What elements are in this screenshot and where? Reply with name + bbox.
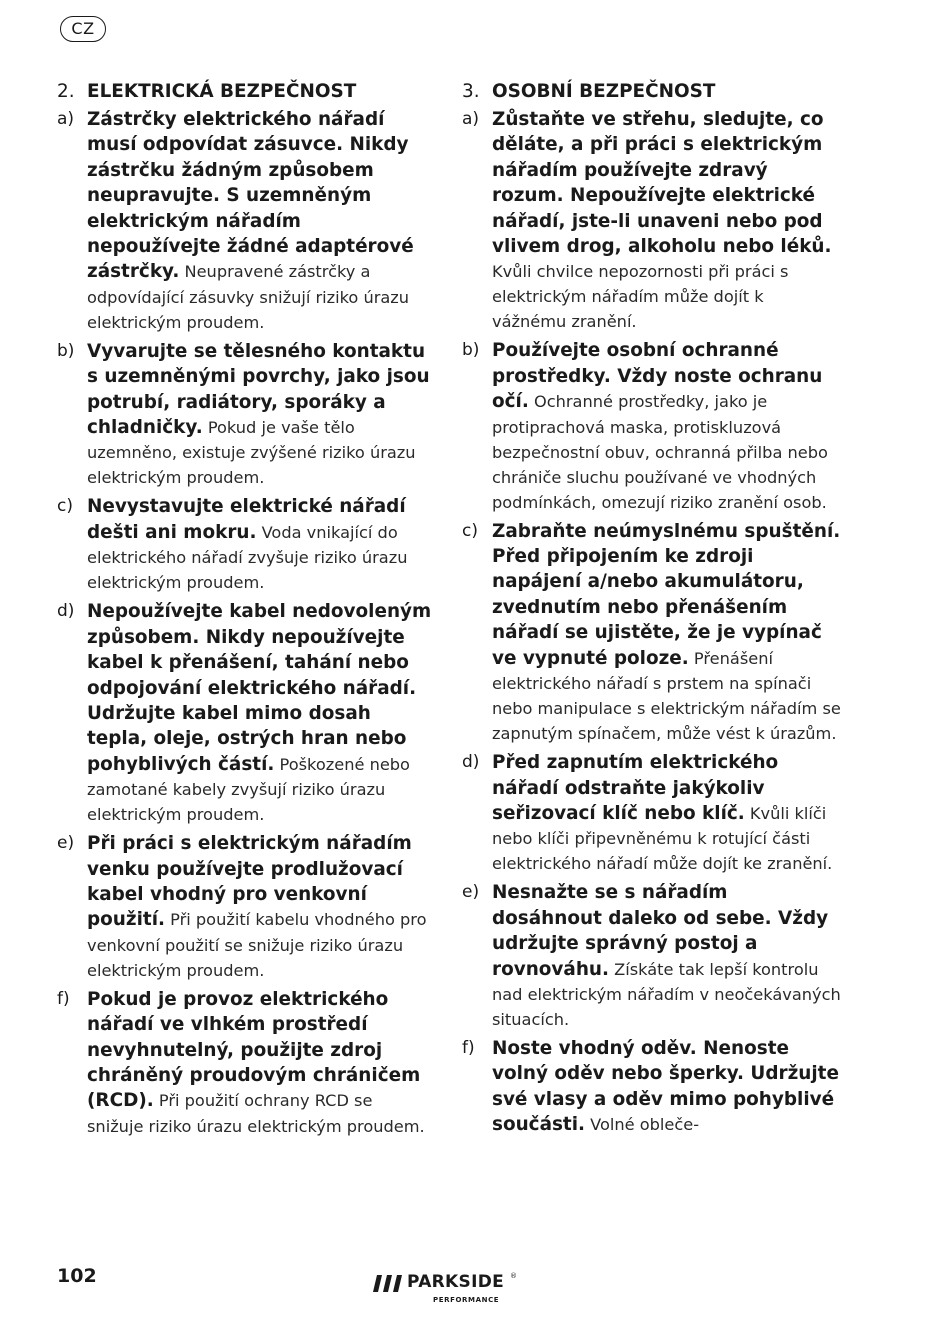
list-item [462, 750, 842, 876]
list-item [462, 107, 842, 334]
item-text: Kvůli chvilce nepozornosti při práci s elektrickým nářadím může dojít k vážnému zranění. [492, 262, 789, 332]
item-text: Přenášení elektrického nářadí s prstem na spínači nebo manipulace s elektrickým nářadím se zapnutým spínačem, může vést k úrazům. [492, 648, 841, 744]
list-item [57, 339, 432, 491]
item-letter: c) [462, 520, 478, 541]
item-letter: a) [462, 109, 480, 129]
section-title: ELEKTRICKÁ BEZPEČNOST [87, 81, 357, 102]
brand-stripes-icon [373, 1275, 403, 1292]
item-letter: f) [57, 988, 70, 1009]
item-letter: a) [57, 109, 75, 129]
item-bold-text: Zástrčky elektrického nářadí musí odpovídat zásuvce. Nikdy zástrčku žádným způsobem neupravujte. S uzemněným elektrickým nářadím nepoužívejte žádné adaptérové zástrčky. [87, 109, 414, 283]
item-bold-text: Při práci s elektrickým nářadím venku používejte prodlužovací kabel vhodný pro venkovní použití. [87, 833, 412, 931]
item-bold-text: Nevystavujte elektrické nářadí dešti ani mokru. [87, 496, 406, 543]
column-electrical-safety [57, 79, 432, 1143]
section-number: 2. [57, 81, 75, 102]
item-text: Neupravené zástrčky a odpovídající zásuvky snižují riziko úrazu elektrickým proudem. [87, 262, 410, 332]
item-text: Kvůli klíči nebo klíči připevněnému k rotující části elektrického nářadí může dojít ke zranění. [492, 803, 833, 874]
item-bold-text: Noste vhodný oděv. Nenoste volný oděv nebo šperky. Udržujte své vlasy a oděv mimo pohyblivé součásti. [492, 1037, 839, 1136]
list-item [57, 107, 432, 335]
item-text: Při použití kabelu vhodného pro venkovní použití se snižuje riziko úrazu elektrickým proudem. [87, 910, 427, 980]
item-text: Pokud je vaše tělo uzemněno, existuje zvýšené riziko úrazu elektrickým proudem. [87, 418, 416, 488]
page-number: 102 [57, 1265, 97, 1287]
item-letter: d) [57, 601, 75, 622]
section-heading [462, 79, 842, 104]
registered-mark: ® [510, 1272, 517, 1280]
list-item [57, 599, 432, 827]
section-number: 3. [462, 81, 480, 102]
list-item [462, 880, 842, 1032]
brand-name: PARKSIDE [407, 1272, 505, 1292]
item-text: Voda vnikající do elektrického nářadí zvyšuje riziko úrazu elektrickým proudem. [87, 522, 408, 593]
item-bold-text: Před zapnutím elektrického nářadí odstraňte jakýkoliv seřizovací klíč nebo klíč. [492, 752, 779, 824]
list-item [57, 831, 432, 983]
item-bold-text: Zabraňte neúmyslnému spuštění. Před připojením ke zdroji napájení a/nebo akumulátoru, zvednutím nebo přenášením nářadí se ujistěte, že je vypínač ve vypnuté poloze. [492, 520, 841, 669]
item-text: Volné obleče- [585, 1115, 700, 1135]
list-item [462, 519, 842, 746]
item-bold-text: Pokud je provoz elektrického nářadí ve vlhkém prostředí nevyhnutelný, použijte zdroj chráněný proudovým chráničem (RCD). [87, 988, 421, 1112]
item-letter: c) [57, 496, 73, 517]
item-bold-text: Zůstaňte ve střehu, sledujte, co děláte, a při práci s elektrickým nářadím používejte zdravý rozum. Nepoužívejte elektrické nářadí, jste-li unaveni nebo pod vlivem drog, alkoholu nebo léků. [492, 109, 832, 258]
item-text: Získáte tak lepší kontrolu nad elektrickým nářadím v neočekávaných situacích. [492, 959, 841, 1029]
item-bold-text: Vyvarujte se tělesného kontaktu s uzemněnými povrchy, jako jsou potrubí, radiátory, sporáky a chladničky. [87, 340, 430, 439]
item-bold-text: Nesnažte se s nářadím dosáhnout daleko od sebe. Vždy udržujte správný postoj a rovnováhu. [492, 882, 829, 980]
item-text: Poškozené nebo zamotané kabely zvyšují riziko úrazu elektrickým proudem. [87, 754, 410, 825]
brand-logo [373, 1272, 523, 1312]
column-personal-safety [462, 79, 842, 1142]
item-letter: b) [462, 340, 480, 361]
section-heading [57, 79, 432, 104]
item-letter: f) [462, 1037, 475, 1058]
list-item [57, 494, 432, 595]
item-letter: e) [57, 833, 75, 854]
item-text: Ochranné prostředky, jako je protiprachová maska, protiskluzová bezpečnostní obuv, ochranná přilba nebo chrániče sluchu používané ve vhodných podmínkách, omezují riziko zranění osob. [492, 392, 828, 512]
list-item [462, 1036, 842, 1138]
item-letter: b) [57, 340, 75, 361]
item-letter: d) [462, 752, 480, 773]
brand-subline: PERFORMANCE [433, 1296, 500, 1304]
section-title: OSOBNÍ BEZPEČNOST [492, 81, 716, 102]
item-bold-text: Nepoužívejte kabel nedovoleným způsobem. Nikdy nepoužívejte kabel k přenášení, tahání nebo odpojování elektrického nářadí. Udržujte kabel mimo dosah tepla, oleje, ostrých hran nebo pohyblivých částí. [87, 601, 432, 775]
item-text: Při použití ochrany RCD se snižuje riziko úrazu elektrickým proudem. [87, 1091, 425, 1136]
list-item [462, 338, 842, 514]
language-badge: CZ [60, 16, 106, 42]
list-item [57, 987, 432, 1139]
item-letter: e) [462, 882, 480, 903]
item-bold-text: Používejte osobní ochranné prostředky. Vždy noste ochranu očí. [492, 340, 823, 413]
